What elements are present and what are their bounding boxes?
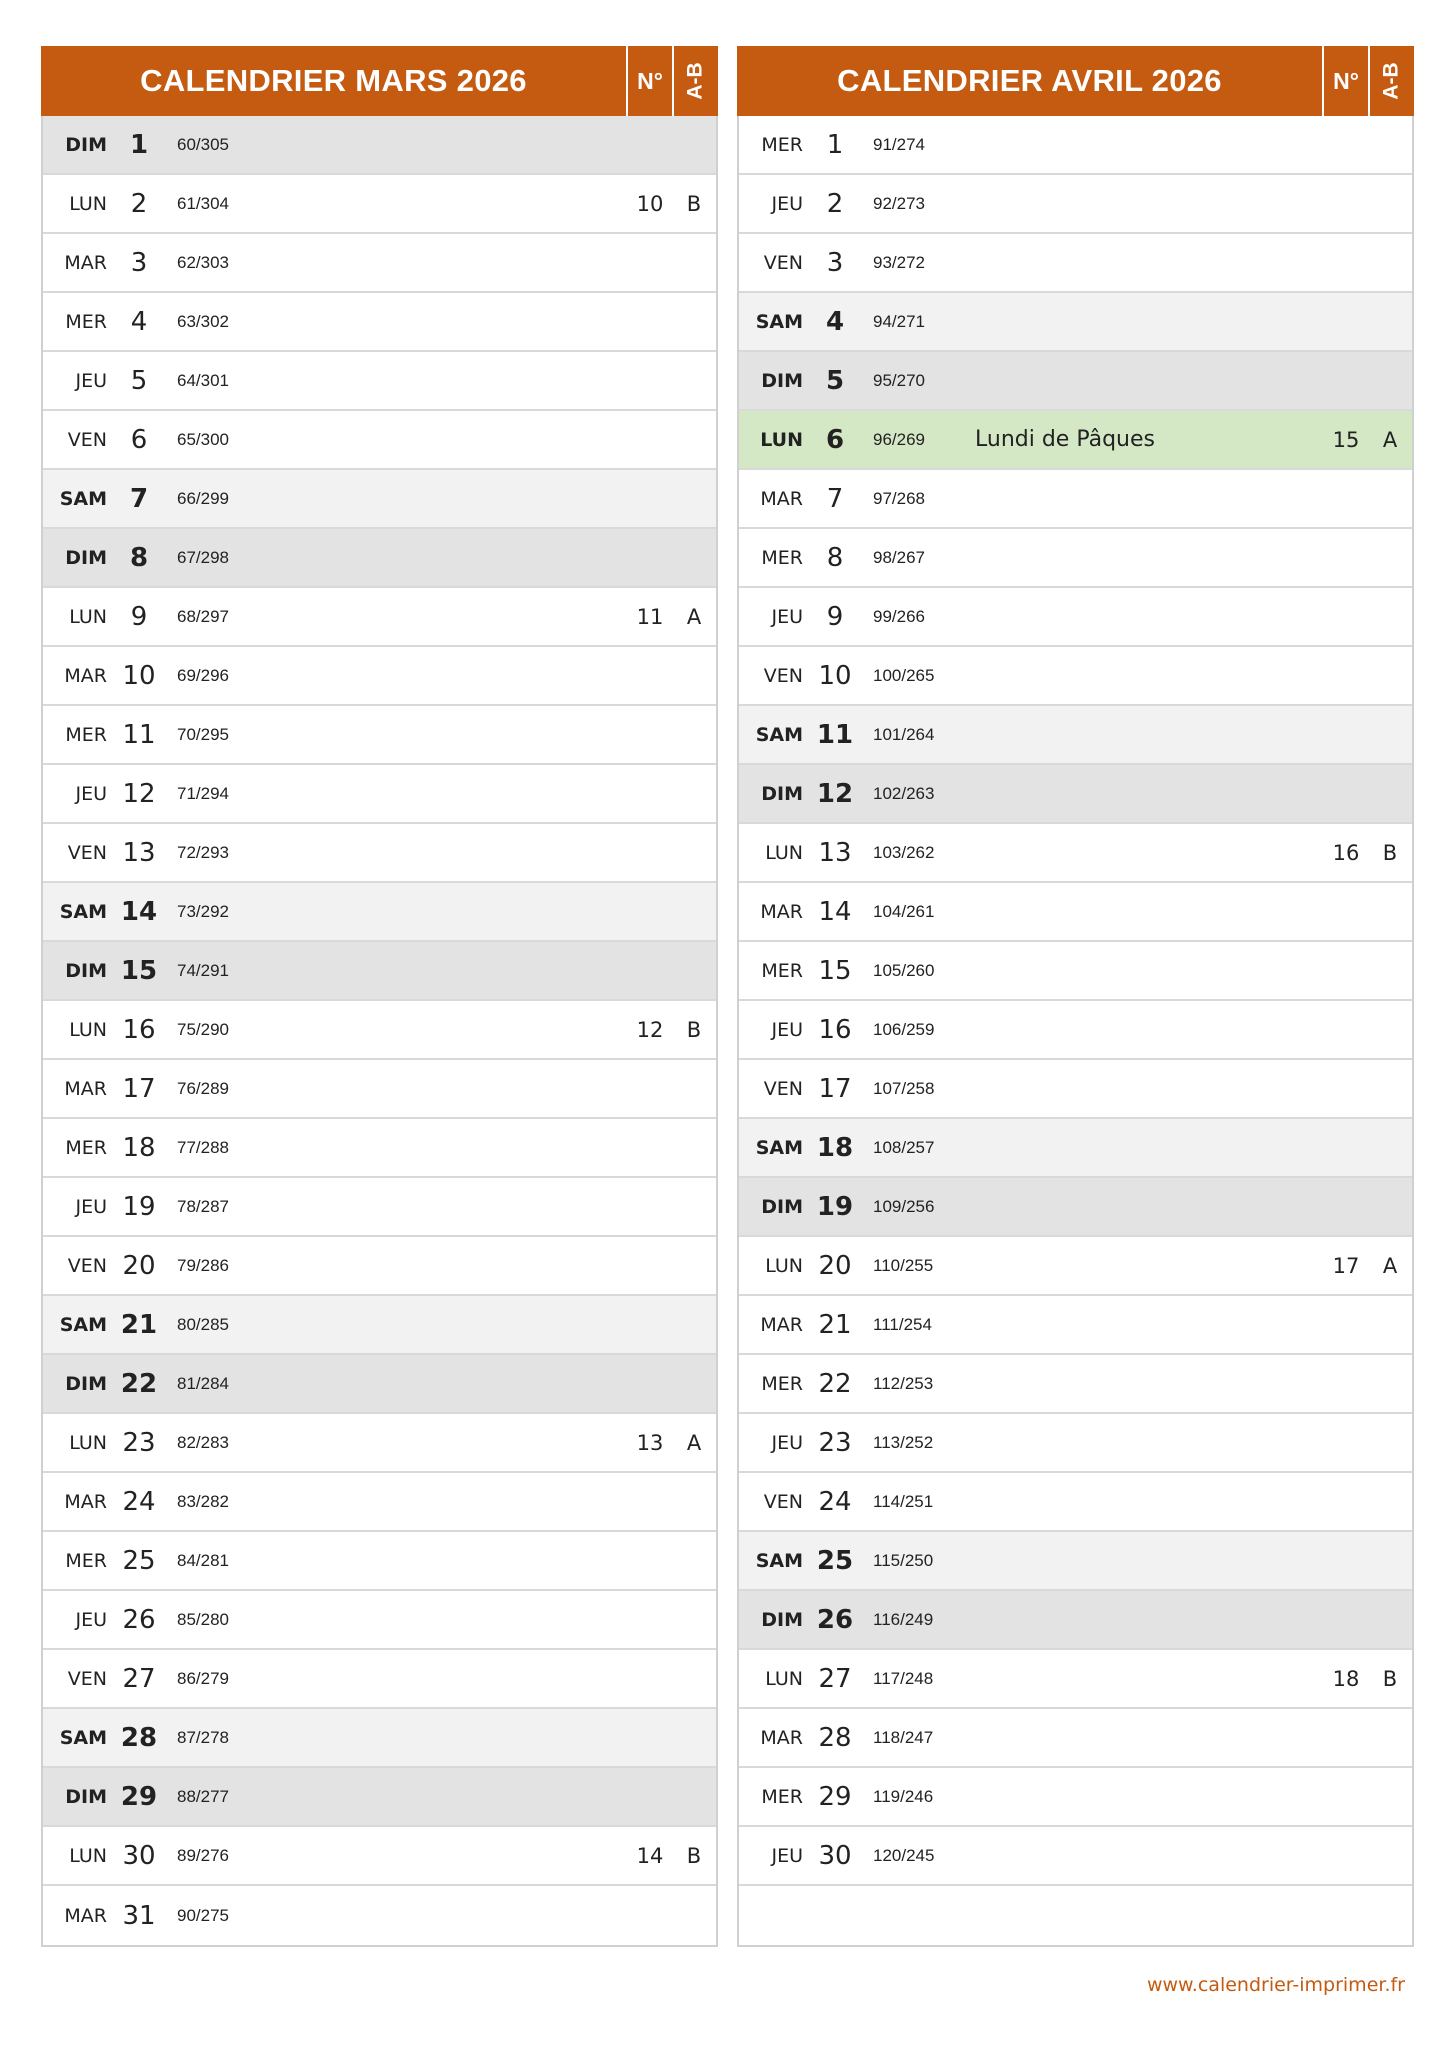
week-number: 14: [636, 1843, 664, 1868]
day-row: [43, 588, 716, 647]
day-of-year: 79/286: [177, 1255, 229, 1275]
day-name: VEN: [67, 1254, 107, 1277]
day-row: [43, 1060, 716, 1119]
day-name: MER: [761, 546, 803, 569]
week-ab: B: [1382, 840, 1398, 865]
day-number: 9: [826, 601, 844, 632]
day-name: MAR: [760, 900, 803, 923]
week-ab: A: [686, 604, 702, 629]
day-row: [43, 1355, 716, 1414]
day-of-year: 78/287: [177, 1196, 229, 1216]
day-number: 28: [818, 1722, 852, 1753]
week-number: 11: [636, 604, 664, 629]
day-number: 10: [818, 660, 852, 691]
day-of-year: 89/276: [177, 1845, 229, 1865]
day-number: 19: [122, 1191, 156, 1222]
day-name: MAR: [64, 1904, 107, 1927]
day-name: VEN: [763, 664, 803, 687]
day-of-year: 104/261: [873, 901, 935, 921]
day-row: [43, 647, 716, 706]
day-number: 5: [825, 365, 845, 396]
day-row: [739, 588, 1412, 647]
day-of-year: 108/257: [873, 1137, 935, 1157]
day-of-year: 70/295: [177, 724, 229, 744]
day-row: [739, 529, 1412, 588]
day-row: [739, 1178, 1412, 1237]
day-number: 4: [130, 306, 148, 337]
day-name: JEU: [771, 605, 803, 628]
week-ab: A: [686, 1430, 702, 1455]
day-number: 13: [818, 837, 852, 868]
day-row: [739, 1709, 1412, 1768]
day-name: LUN: [765, 841, 803, 864]
day-of-year: 95/270: [873, 370, 925, 390]
day-name: VEN: [67, 1667, 107, 1690]
calendar-body: [737, 116, 1414, 1947]
day-name: JEU: [771, 1018, 803, 1041]
week-number-column-header: N°: [626, 46, 672, 116]
day-name: LUN: [765, 1667, 803, 1690]
day-of-year: 76/289: [177, 1078, 229, 1098]
day-name: LUN: [69, 605, 107, 628]
day-of-year: 68/297: [177, 606, 229, 626]
day-row: [739, 706, 1412, 765]
day-row: [739, 1768, 1412, 1827]
day-name: MAR: [64, 1077, 107, 1100]
footer-url[interactable]: www.calendrier-imprimer.fr: [1146, 1974, 1405, 1996]
day-number: 19: [816, 1191, 854, 1222]
day-number: 18: [816, 1132, 854, 1163]
day-row: [739, 883, 1412, 942]
day-row: [739, 1886, 1412, 1945]
day-number: 27: [122, 1663, 156, 1694]
day-row: [43, 1237, 716, 1296]
day-of-year: 105/260: [873, 960, 935, 980]
day-number: 8: [826, 542, 844, 573]
week-ab: B: [686, 191, 702, 216]
event-label: Lundi de Pâques: [975, 427, 1155, 452]
day-row: [43, 1001, 716, 1060]
week-number: 18: [1332, 1666, 1360, 1691]
day-number: 24: [122, 1486, 156, 1517]
day-number: 16: [122, 1014, 156, 1045]
day-row: [43, 883, 716, 942]
day-of-year: 88/277: [177, 1786, 229, 1806]
day-row: [739, 1414, 1412, 1473]
day-number: 29: [818, 1781, 852, 1812]
day-number: 1: [826, 129, 844, 160]
day-of-year: 115/250: [873, 1550, 934, 1570]
day-row: [43, 765, 716, 824]
day-row: [43, 1532, 716, 1591]
day-row: [43, 352, 716, 411]
day-of-year: 90/275: [177, 1905, 229, 1925]
day-row: [43, 411, 716, 470]
day-number: 25: [122, 1545, 156, 1576]
day-number: 6: [825, 424, 845, 455]
day-number: 12: [816, 778, 854, 809]
day-of-year: 86/279: [177, 1668, 229, 1688]
calendar-april: [737, 46, 1414, 1947]
week-ab: A: [1382, 1253, 1398, 1278]
week-ab: A: [1382, 427, 1398, 452]
day-name: DIM: [65, 133, 107, 156]
day-of-year: 80/285: [177, 1314, 229, 1334]
day-name: MER: [761, 1372, 803, 1395]
day-name: SAM: [59, 487, 107, 510]
day-name: SAM: [755, 723, 803, 746]
day-of-year: 114/251: [873, 1491, 934, 1511]
ab-column-header: A-B: [1368, 46, 1414, 116]
day-of-year: 65/300: [177, 429, 229, 449]
day-name: VEN: [67, 841, 107, 864]
day-number: 27: [818, 1663, 852, 1694]
day-number: 7: [826, 483, 844, 514]
week-ab: B: [686, 1843, 702, 1868]
day-row: [43, 234, 716, 293]
day-name: DIM: [761, 782, 803, 805]
day-of-year: 103/262: [873, 842, 935, 862]
day-name: JEU: [771, 1431, 803, 1454]
day-row: [739, 411, 1412, 470]
day-row: [739, 470, 1412, 529]
day-row: [43, 1591, 716, 1650]
calendar-title: CALENDRIER AVRIL 2026: [837, 63, 1222, 98]
day-row: [739, 1591, 1412, 1650]
day-row: [43, 175, 716, 234]
day-row: [739, 1650, 1412, 1709]
day-of-year: 81/284: [177, 1373, 229, 1393]
day-name: DIM: [761, 1608, 803, 1631]
week-number: 12: [636, 1017, 664, 1042]
day-row: [43, 1119, 716, 1178]
day-number: 5: [130, 365, 148, 396]
day-number: 1: [129, 129, 149, 160]
day-name: MAR: [760, 1726, 803, 1749]
day-number: 16: [818, 1014, 852, 1045]
day-number: 23: [818, 1427, 852, 1458]
day-of-year: 85/280: [177, 1609, 229, 1629]
day-row: [43, 1650, 716, 1709]
day-of-year: 106/259: [873, 1019, 935, 1039]
day-of-year: 73/292: [177, 901, 229, 921]
calendar-march: [41, 46, 718, 1947]
day-name: VEN: [763, 251, 803, 274]
day-number: 20: [122, 1250, 156, 1281]
day-name: VEN: [67, 428, 107, 451]
day-number: 11: [816, 719, 854, 750]
day-of-year: 75/290: [177, 1019, 229, 1039]
day-row: [43, 1414, 716, 1473]
day-of-year: 102/263: [873, 783, 935, 803]
day-of-year: 82/283: [177, 1432, 229, 1452]
day-of-year: 98/267: [873, 547, 925, 567]
day-of-year: 118/247: [873, 1727, 934, 1747]
day-row: [739, 175, 1412, 234]
day-name: VEN: [763, 1077, 803, 1100]
day-row: [43, 1473, 716, 1532]
day-number: 14: [818, 896, 852, 927]
week-ab: B: [1382, 1666, 1398, 1691]
day-number: 18: [122, 1132, 156, 1163]
day-number: 15: [120, 955, 158, 986]
day-name: DIM: [761, 1195, 803, 1218]
day-name: SAM: [755, 1549, 803, 1572]
day-row: [739, 293, 1412, 352]
day-row: [43, 1886, 716, 1945]
day-of-year: 120/245: [873, 1845, 935, 1865]
day-name: LUN: [69, 192, 107, 215]
day-of-year: 83/282: [177, 1491, 229, 1511]
day-name: MER: [761, 1785, 803, 1808]
day-number: 2: [130, 188, 148, 219]
day-name: JEU: [75, 1608, 107, 1631]
day-name: MAR: [64, 251, 107, 274]
calendar-title: CALENDRIER MARS 2026: [140, 63, 527, 98]
day-of-year: 109/256: [873, 1196, 935, 1216]
day-of-year: 84/281: [177, 1550, 229, 1570]
day-of-year: 71/294: [177, 783, 229, 803]
day-row: [43, 293, 716, 352]
day-number: 25: [816, 1545, 854, 1576]
day-number: 29: [120, 1781, 158, 1812]
day-name: MER: [65, 723, 107, 746]
day-of-year: 93/272: [873, 252, 925, 272]
day-row: [739, 1060, 1412, 1119]
day-number: 26: [122, 1604, 156, 1635]
day-row: [739, 765, 1412, 824]
day-of-year: 61/304: [177, 193, 229, 213]
day-row: [739, 234, 1412, 293]
day-of-year: 117/248: [873, 1668, 934, 1688]
day-number: 2: [826, 188, 844, 219]
day-number: 31: [122, 1900, 156, 1931]
day-of-year: 77/288: [177, 1137, 229, 1157]
day-row: [739, 1827, 1412, 1886]
day-row: [739, 1237, 1412, 1296]
day-of-year: 110/255: [873, 1255, 934, 1275]
day-name: DIM: [761, 369, 803, 392]
day-of-year: 96/269: [873, 429, 925, 449]
day-number: 30: [122, 1840, 156, 1871]
day-number: 20: [818, 1250, 852, 1281]
day-of-year: 119/246: [873, 1786, 934, 1806]
day-row: [739, 116, 1412, 175]
day-of-year: 92/273: [873, 193, 925, 213]
day-of-year: 66/299: [177, 488, 229, 508]
week-number: 15: [1332, 427, 1360, 452]
day-of-year: 100/265: [873, 665, 935, 685]
day-row: [739, 1355, 1412, 1414]
day-row: [43, 942, 716, 1001]
day-number: 11: [122, 719, 156, 750]
day-number: 4: [825, 306, 845, 337]
day-of-year: 69/296: [177, 665, 229, 685]
day-number: 12: [122, 778, 156, 809]
day-of-year: 72/293: [177, 842, 229, 862]
day-row: [43, 1709, 716, 1768]
day-of-year: 94/271: [873, 311, 925, 331]
day-name: MAR: [64, 1490, 107, 1513]
day-number: 30: [818, 1840, 852, 1871]
day-name: MER: [65, 1549, 107, 1572]
day-of-year: 62/303: [177, 252, 229, 272]
day-name: MAR: [760, 487, 803, 510]
day-name: DIM: [65, 1785, 107, 1808]
calendar-header: [737, 46, 1414, 116]
day-name: MER: [65, 1136, 107, 1159]
calendar-header: [41, 46, 718, 116]
day-number: 17: [122, 1073, 156, 1104]
day-of-year: 99/266: [873, 606, 925, 626]
day-of-year: 112/253: [873, 1373, 934, 1393]
day-number: 21: [818, 1309, 852, 1340]
day-number: 3: [130, 247, 148, 278]
day-row: [43, 706, 716, 765]
day-number: 28: [120, 1722, 158, 1753]
day-of-year: 111/254: [873, 1314, 932, 1334]
day-name: LUN: [760, 428, 803, 451]
day-row: [739, 647, 1412, 706]
day-name: SAM: [59, 1313, 107, 1336]
day-name: VEN: [763, 1490, 803, 1513]
day-number: 17: [818, 1073, 852, 1104]
day-number: 9: [130, 601, 148, 632]
day-row: [739, 1001, 1412, 1060]
week-ab: B: [686, 1017, 702, 1042]
day-row: [739, 824, 1412, 883]
day-name: MAR: [64, 664, 107, 687]
day-number: 23: [122, 1427, 156, 1458]
day-row: [43, 529, 716, 588]
day-row: [739, 1532, 1412, 1591]
day-number: 26: [816, 1604, 854, 1635]
day-name: MER: [761, 959, 803, 982]
day-of-year: 64/301: [177, 370, 229, 390]
day-number: 22: [818, 1368, 852, 1399]
day-row: [739, 1296, 1412, 1355]
day-row: [43, 1768, 716, 1827]
week-number-column-header: N°: [1322, 46, 1368, 116]
day-row: [43, 470, 716, 529]
day-of-year: 107/258: [873, 1078, 935, 1098]
day-number: 14: [120, 896, 158, 927]
week-number: 16: [1332, 840, 1360, 865]
day-row: [739, 1473, 1412, 1532]
day-number: 3: [826, 247, 844, 278]
day-of-year: 113/252: [873, 1432, 934, 1452]
day-name: MER: [65, 310, 107, 333]
day-name: SAM: [755, 310, 803, 333]
day-row: [43, 116, 716, 175]
day-name: JEU: [771, 192, 803, 215]
day-name: LUN: [765, 1254, 803, 1277]
day-of-year: 91/274: [873, 134, 925, 154]
day-name: LUN: [69, 1018, 107, 1041]
day-number: 6: [130, 424, 148, 455]
day-name: MER: [761, 133, 803, 156]
day-number: 8: [129, 542, 149, 573]
day-name: SAM: [59, 900, 107, 923]
day-name: MAR: [760, 1313, 803, 1336]
day-name: DIM: [65, 959, 107, 982]
day-row: [739, 942, 1412, 1001]
day-row: [739, 352, 1412, 411]
day-of-year: 67/298: [177, 547, 229, 567]
day-name: SAM: [755, 1136, 803, 1159]
day-name: JEU: [771, 1844, 803, 1867]
day-row: [43, 1827, 716, 1886]
day-row: [43, 824, 716, 883]
day-of-year: 101/264: [873, 724, 935, 744]
day-row: [43, 1178, 716, 1237]
day-of-year: 60/305: [177, 134, 229, 154]
day-of-year: 116/249: [873, 1609, 934, 1629]
day-row: [739, 1119, 1412, 1178]
day-of-year: 63/302: [177, 311, 229, 331]
ab-column-header: A-B: [672, 46, 718, 116]
day-number: 7: [129, 483, 149, 514]
day-name: JEU: [75, 369, 107, 392]
day-number: 22: [120, 1368, 158, 1399]
week-number: 17: [1332, 1253, 1360, 1278]
day-name: JEU: [75, 1195, 107, 1218]
week-number: 13: [636, 1430, 664, 1455]
week-number: 10: [636, 191, 664, 216]
day-number: 15: [818, 955, 852, 986]
day-name: JEU: [75, 782, 107, 805]
day-name: SAM: [59, 1726, 107, 1749]
day-number: 21: [120, 1309, 158, 1340]
day-name: LUN: [69, 1844, 107, 1867]
day-name: DIM: [65, 546, 107, 569]
day-row: [43, 1296, 716, 1355]
day-number: 10: [122, 660, 156, 691]
day-of-year: 87/278: [177, 1727, 229, 1747]
day-of-year: 97/268: [873, 488, 925, 508]
day-of-year: 74/291: [177, 960, 229, 980]
day-name: DIM: [65, 1372, 107, 1395]
day-name: LUN: [69, 1431, 107, 1454]
calendar-body: [41, 116, 718, 1947]
day-number: 13: [122, 837, 156, 868]
day-number: 24: [818, 1486, 852, 1517]
